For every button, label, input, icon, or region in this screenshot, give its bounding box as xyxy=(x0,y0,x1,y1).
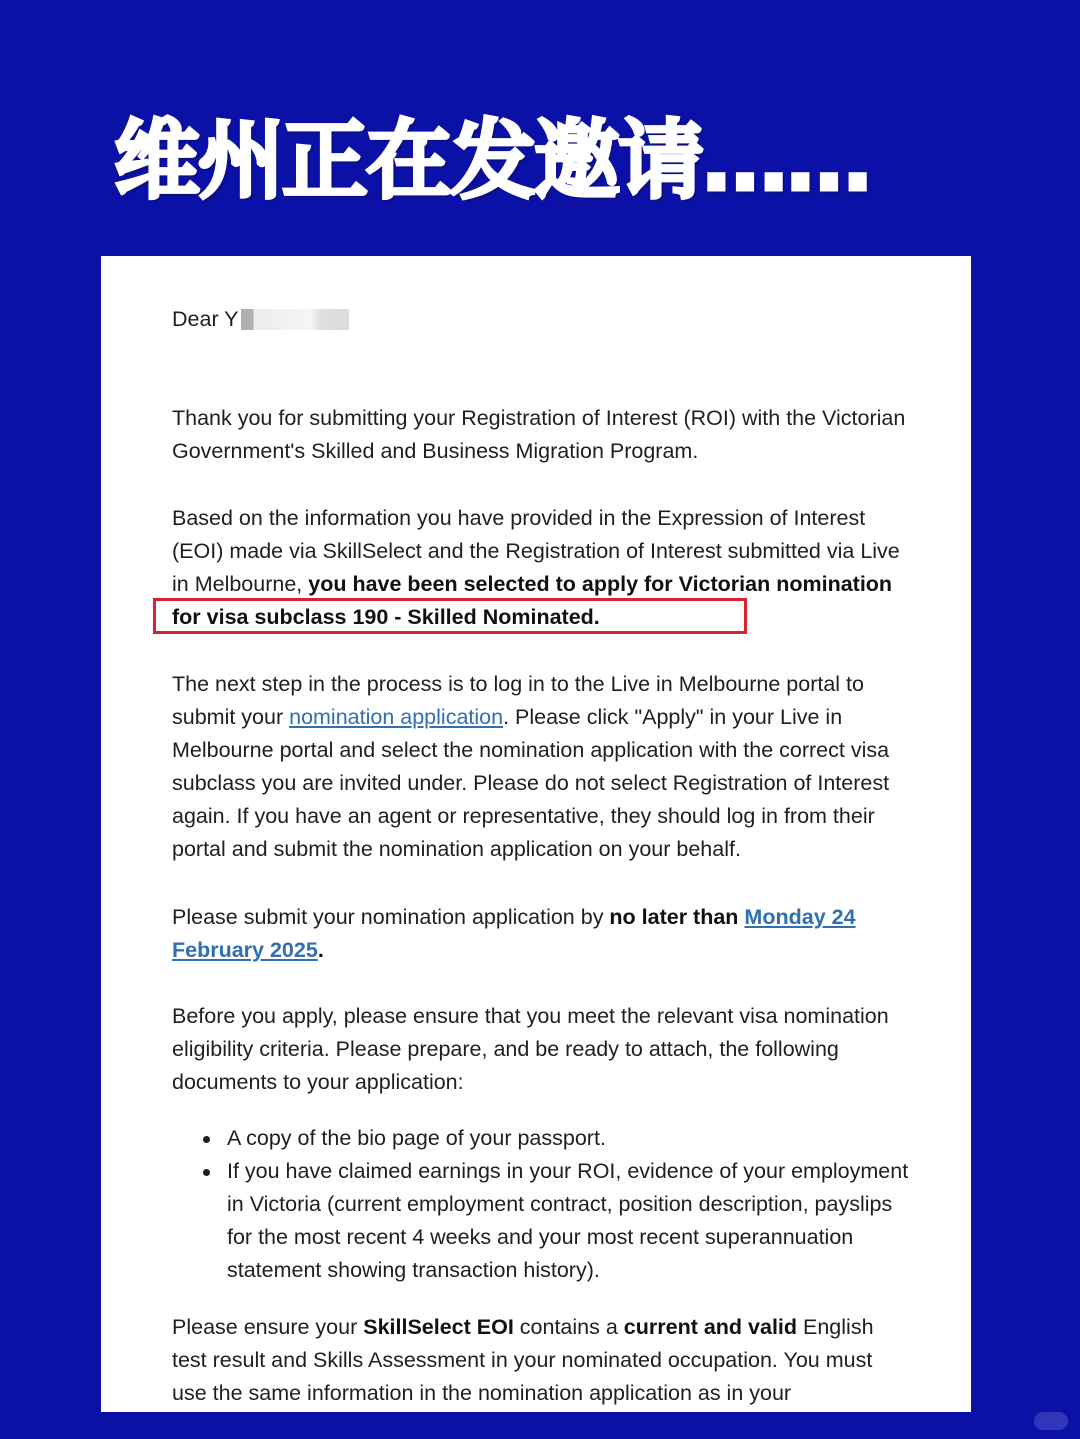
red-highlight-box xyxy=(153,598,747,634)
deadline-text: Please submit your nomination application by xyxy=(172,905,610,929)
list-item: If you have claimed earnings in your ROI, evidence of your employment in Victoria (current employment contract, position description, payslips for the most recent 4 weeks and your most recent superannuation statement showing transaction history). xyxy=(172,1155,912,1287)
email-letter xyxy=(101,256,971,1412)
skillselect-text-2: contains a xyxy=(513,1315,624,1339)
paragraph-deadline xyxy=(172,901,912,967)
skillselect-bold: SkillSelect EOI xyxy=(363,1315,514,1339)
current-valid-bold: current and valid xyxy=(623,1315,798,1339)
redacted-name xyxy=(241,309,349,330)
deadline-bold: no later than xyxy=(609,905,739,929)
deadline-date-link[interactable]: Monday 24 February 2025 xyxy=(172,905,856,962)
salutation xyxy=(172,303,912,336)
skillselect-text: Please ensure your xyxy=(172,1315,364,1339)
headline-title: 维州正在发邀请…… xyxy=(114,111,870,211)
selection-text: Based on the information you have provided in the Expression of Interest (EOI) made via SkillSelect and the Registration of Interest submitted via Live in Melbourne, xyxy=(172,506,900,596)
selection-highlight-text: you have been selected to apply for Victorian nomination for visa subclass 190 - Skilled Nominated. xyxy=(172,572,893,629)
nomination-application-link[interactable]: nomination application xyxy=(289,705,504,729)
paragraph-before-apply: Before you apply, please ensure that you meet the relevant visa nomination eligibility criteria. Please prepare, and be ready to attach, the following documents to your application: xyxy=(172,1004,889,1094)
paragraph-thanks: Thank you for submitting your Registration of Interest (ROI) with the Victorian Government's Skilled and Business Migration Program. xyxy=(172,406,906,463)
next-step-text: The next step in the process is to log in to the Live in Melbourne portal to submit your xyxy=(172,672,864,729)
salutation-text: Dear Y xyxy=(172,307,239,331)
paragraph-next-step xyxy=(172,668,912,866)
watermark-logo xyxy=(1034,1412,1068,1430)
paragraph-skillselect xyxy=(172,1311,912,1410)
deadline-period: . xyxy=(317,938,324,962)
list-item: A copy of the bio page of your passport. xyxy=(172,1122,912,1155)
skillselect-text-3: English test result and Skills Assessment in your nominated occupation. You must use the same information in the nomination application as in your xyxy=(172,1315,874,1405)
documents-list xyxy=(172,1122,912,1287)
next-step-text-continued: . Please click "Apply" in your Live in Melbourne portal and select the nomination application with the correct visa subclass you are invited under. Please do not select Registration of Interest again. If you have an agent or representative, they should log in from their portal and submit the nomination application on your behalf. xyxy=(172,705,890,861)
